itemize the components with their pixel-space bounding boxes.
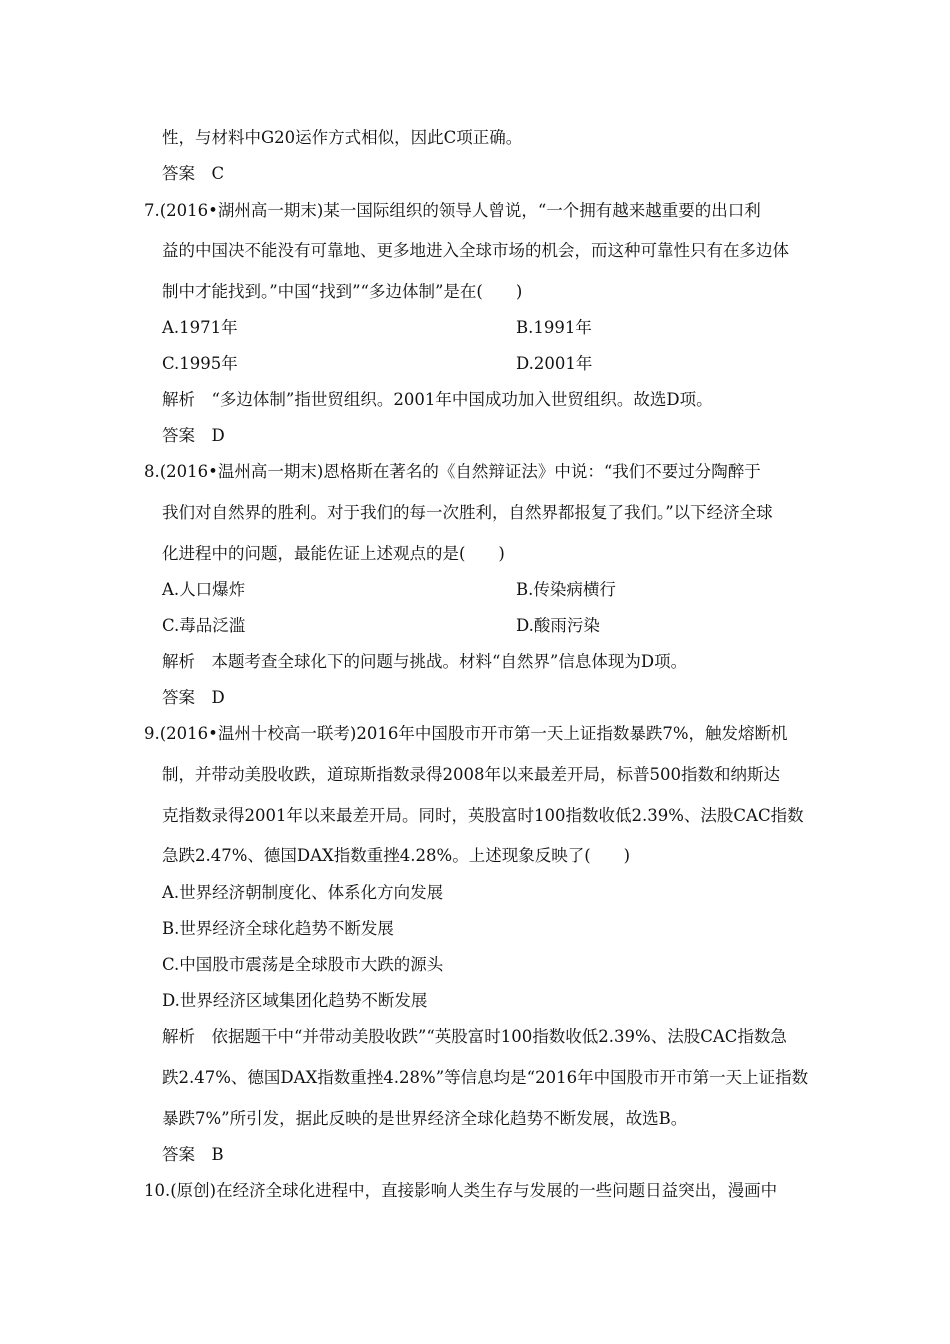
option-d: D.世界经济区域集团化趋势不断发展 xyxy=(162,991,428,1010)
analysis-line: 解析 “多边体制”指世贸组织。2001年中国成功加入世贸组织。故选D项。 xyxy=(162,390,713,409)
question-7-line: 7.(2016•湖州高一期末)某一国际组织的领导人曾说，“一个拥有越来越重要的出口利 xyxy=(144,201,761,220)
analysis-line: 解析 本题考查全球化下的问题与挑战。材料“自然界”信息体现为D项。 xyxy=(162,652,688,671)
answer-line: 答案 D xyxy=(162,688,225,707)
question-9-line: 9.(2016•温州十校高一联考)2016年中国股市开市第一天上证指数暴跌7%，触发熔断机 xyxy=(144,724,788,743)
option-d: D.2001年 xyxy=(516,354,593,373)
analysis-line: 解析 依据题干中“并带动美股收跌”“英股富时100指数收低2.39%、法股CAC指数急 xyxy=(162,1027,787,1046)
question-7-line: 益的中国决不能没有可靠地、更多地进入全球市场的机会，而这种可靠性只有在多边体 xyxy=(162,241,789,260)
option-b: B.世界经济全球化趋势不断发展 xyxy=(162,919,394,938)
answer-line: 答案 D xyxy=(162,426,225,445)
analysis-line: 暴跌7%”所引发，据此反映的是世界经济全球化趋势不断发展，故选B。 xyxy=(162,1109,688,1128)
option-b: B.传染病横行 xyxy=(516,580,616,599)
question-9-line: 制，并带动美股收跌，道琼斯指数录得2008年以来最差开局，标普500指数和纳斯达 xyxy=(162,765,780,784)
option-d: D.酸雨污染 xyxy=(516,616,600,635)
answer-line: 答案 C xyxy=(162,164,225,183)
question-8-line: 化进程中的问题，最能佐证上述观点的是( ) xyxy=(162,544,505,563)
option-a: A.人口爆炸 xyxy=(162,580,246,599)
answer-line: 答案 B xyxy=(162,1145,224,1164)
question-10-line: 10.(原创)在经济全球化进程中，直接影响人类生存与发展的一些问题日益突出，漫画中 xyxy=(144,1181,778,1200)
question-8-line: 8.(2016•温州高一期末)恩格斯在著名的《自然辩证法》中说：“我们不要过分陶醉于 xyxy=(144,462,761,481)
text-line: 性，与材料中G20运作方式相似，因此C项正确。 xyxy=(162,128,523,147)
option-c: C.毒品泛滥 xyxy=(162,616,246,635)
option-a: A.世界经济朝制度化、体系化方向发展 xyxy=(162,883,444,902)
option-a: A.1971年 xyxy=(162,318,238,337)
option-c: C.1995年 xyxy=(162,354,238,373)
analysis-line: 跌2.47%、德国DAX指数重挫4.28%”等信息均是“2016年中国股市开市第一天上证指数 xyxy=(162,1068,809,1087)
option-c: C.中国股市震荡是全球股市大跌的源头 xyxy=(162,955,444,974)
option-b: B.1991年 xyxy=(516,318,592,337)
question-7-line: 制中才能找到。”中国“找到”“多边体制”是在( ) xyxy=(162,282,523,301)
question-9-line: 克指数录得2001年以来最差开局。同时，英股富时100指数收低2.39%、法股CAC指数 xyxy=(162,806,804,825)
question-8-line: 我们对自然界的胜利。对于我们的每一次胜利，自然界都报复了我们。”以下经济全球 xyxy=(162,503,773,522)
question-9-line: 急跌2.47%、德国DAX指数重挫4.28%。上述现象反映了( ) xyxy=(162,846,631,865)
